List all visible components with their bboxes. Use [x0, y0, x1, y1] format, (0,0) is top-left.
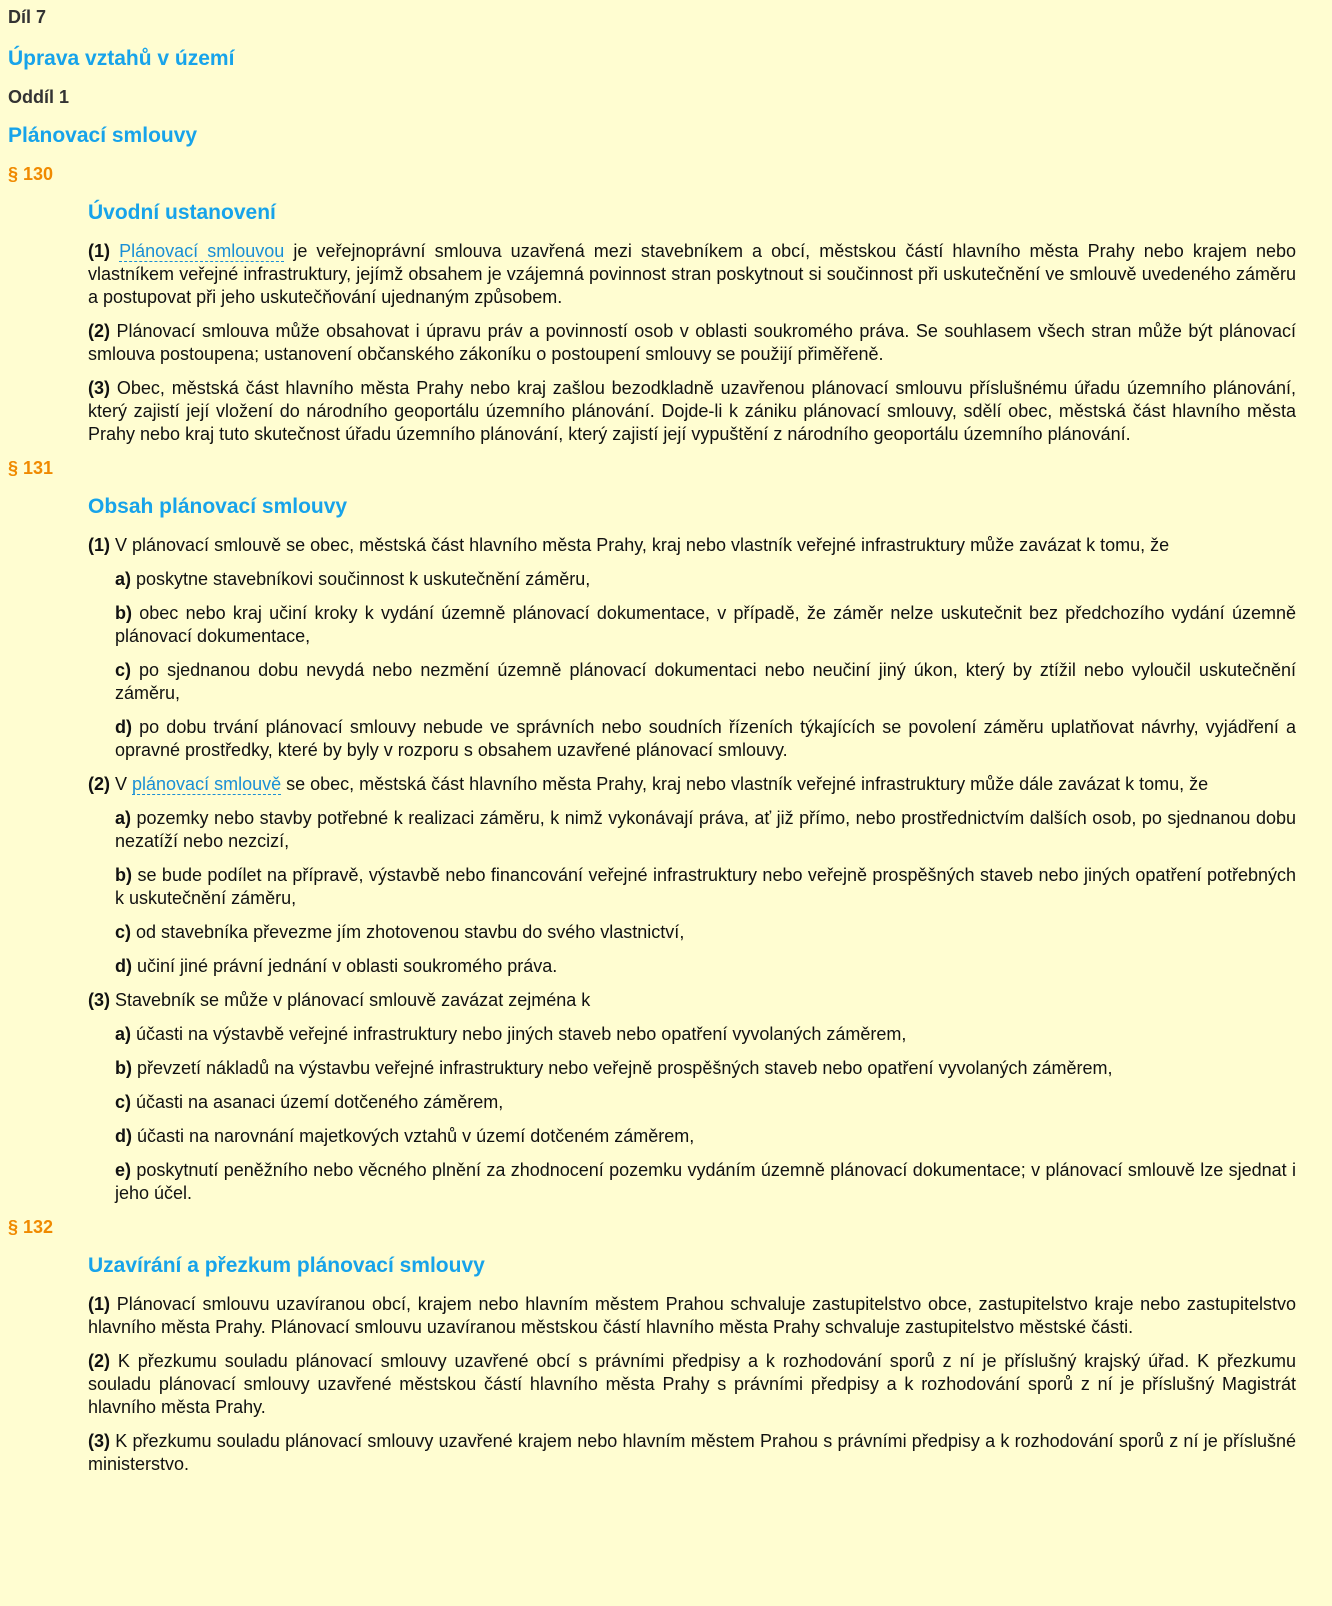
article-1-items [115, 568, 1296, 762]
article-text: se obec, městská část hlavního města Prahy, kraj nebo vlastník veřejné infrastruktury může dále zavázat k tomu, že [281, 774, 1209, 794]
paragraph-title: Úvodní ustanovení [88, 201, 276, 224]
item-letter: a) [115, 569, 132, 589]
article-2 [88, 320, 1296, 366]
article-text: je veřejnoprávní smlouva uzavřená mezi stavebníkem a obcí, městskou částí hlavního města Prahy nebo krajem nebo vlastníkem veřejné infrastruktury, jejímž obsahem je vzájemná povinnost stran poskytnout si součinnost při uskutečnění ve smlouvě uvedeného záměru a postupovat při jeho uskutečňování ujednaným způsobem. [88, 241, 1296, 307]
item-text: účasti na výstavbě veřejné infrastruktury nebo jiných staveb nebo opatření vyvolaných záměrem, [131, 1024, 907, 1044]
item-letter: b) [115, 1058, 132, 1078]
list-item [115, 807, 1296, 853]
item-letter: d) [115, 956, 132, 976]
article-text: Obec, městská část hlavního města Prahy nebo kraj zašlou bezodkladně uzavřenou plánovací smlouvu příslušnému úřadu územního plánování, který zajistí její vložení do národního geoportálu územního plánování. Dojde-li k zániku plánovací smlouvy, sdělí obec, městská část hlavního města Prahy nebo kraj tuto skutečnost úřadu územního plánování, který zajistí její vypuštění z národního geoportálu územního plánování. [88, 378, 1296, 444]
item-text: pozemky nebo stavby potřebné k realizaci záměru, k nimž vykonávají práva, ať již přímo, nebo prostřednictvím dalších osob, po sjednanou dobu nezatíží nebo nezcizí, [115, 808, 1296, 851]
list-item [115, 1159, 1296, 1205]
item-text: poskytne stavebníkovi součinnost k uskutečnění záměru, [131, 569, 591, 589]
item-letter: c) [115, 660, 132, 680]
article-3 [88, 1430, 1296, 1476]
definition-link[interactable]: plánovací smlouvě [132, 774, 282, 794]
item-letter: a) [115, 808, 132, 828]
list-item [115, 659, 1296, 705]
paragraph-132 [88, 1253, 1296, 1476]
article-number: (1) [88, 1294, 110, 1314]
list-item [115, 1057, 1296, 1080]
article-3 [88, 989, 1296, 1012]
part-title: Úprava vztahů v území [8, 47, 235, 70]
article-number: (3) [88, 990, 110, 1010]
article-text: V plánovací smlouvě se obec, městská část hlavního města Prahy, kraj nebo vlastník veřejné infrastruktury může zavázat k tomu, že [110, 535, 1170, 555]
item-text: obec nebo kraj učiní kroky k vydání územně plánovací dokumentace, v případě, že záměr nelze uskutečnit bez předchozího vydání územně plánovací dokumentace, [115, 603, 1296, 646]
item-letter: a) [115, 1024, 132, 1044]
item-text: od stavebníka převezme jím zhotovenou stavbu do svého vlastnictví, [131, 922, 685, 942]
paragraph-number-132: § 132 [8, 1217, 54, 1237]
list-item [115, 1125, 1296, 1148]
paragraph-131 [88, 494, 1296, 1205]
article-number: (3) [88, 1431, 110, 1451]
item-letter: c) [115, 922, 132, 942]
list-item [115, 921, 1296, 944]
article-text: Plánovací smlouva může obsahovat i úpravu práv a povinností osob v oblasti soukromého práva. Se souhlasem všech stran může být plánovací smlouva postoupena; ustanovení občanského zákoníku o postoupení smlouvy se použijí přiměřeně. [88, 321, 1296, 364]
item-letter: b) [115, 603, 132, 623]
item-letter: d) [115, 1126, 132, 1146]
article-number: (2) [88, 321, 110, 341]
item-text: po dobu trvání plánovací smlouvy nebude ve správních nebo soudních řízeních týkajících se povolení záměru uplatňovat návrhy, vyjádření a opravné prostředky, které by byly v rozporu s obsahem uzavřené plánovací smlouvy. [115, 717, 1296, 760]
item-text: poskytnutí peněžního nebo věcného plnění za zhodnocení pozemku vydáním územně plánovací dokumentace; v plánovací smlouvě lze sjednat i jeho účel. [115, 1160, 1296, 1203]
article-text: Plánovací smlouvu uzavíranou obcí, krajem nebo hlavním městem Prahou schvaluje zastupitelstvo obce, zastupitelstvo kraje nebo zastupitelstvo hlavního města Prahy. Plánovací smlouvu uzavíranou městskou částí hlavního města Prahy schvaluje zastupitelstvo městské části. [88, 1294, 1296, 1337]
article-number: (3) [88, 378, 110, 398]
section-title: Plánovací smlouvy [8, 124, 198, 147]
section-label: Oddíl 1 [8, 87, 70, 107]
item-text: převzetí nákladů na výstavbu veřejné infrastruktury nebo veřejně prospěšných staveb nebo opatření vyvolaných záměrem, [132, 1058, 1113, 1078]
paragraph-title: Obsah plánovací smlouvy [88, 495, 348, 518]
list-item [115, 716, 1296, 762]
article-2-items [115, 807, 1296, 978]
definition-link[interactable]: Plánovací smlouvou [119, 241, 285, 261]
paragraph-title: Uzavírání a přezkum plánovací smlouvy [88, 1254, 485, 1277]
article-3 [88, 377, 1296, 446]
article-number: (1) [88, 241, 110, 261]
item-letter: c) [115, 1092, 132, 1112]
list-item [115, 955, 1296, 978]
item-text: se bude podílet na přípravě, výstavbě nebo financování veřejné infrastruktury nebo veřejně prospěšných staveb nebo jiných opatření potřebných k uskutečnění záměru, [115, 865, 1296, 908]
list-item [115, 568, 1296, 591]
item-text: účasti na narovnání majetkových vztahů v území dotčeném záměrem, [132, 1126, 695, 1146]
item-text: po sjednanou dobu nevydá nebo nezmění územně plánovací dokumentaci nebo neučiní jiný úkon, který by ztížil nebo vyloučil uskutečnění záměru, [115, 660, 1296, 703]
list-item [115, 602, 1296, 648]
item-letter: d) [115, 717, 132, 737]
article-text: K přezkumu souladu plánovací smlouvy uzavřené obcí s právními předpisy a k rozhodování sporů z ní je příslušný krajský úřad. K přezkumu souladu plánovací smlouvy uzavřené městskou částí hlavního města Prahy s právními předpisy a k rozhodování sporů z ní je příslušný Magistrát hlavního města Prahy. [88, 1351, 1296, 1417]
item-text: účasti na asanaci území dotčeného záměrem, [131, 1092, 504, 1112]
article-1 [88, 240, 1296, 309]
item-text: učiní jiné právní jednání v oblasti soukromého práva. [132, 956, 558, 976]
article-3-items [115, 1023, 1296, 1205]
item-letter: b) [115, 865, 132, 885]
list-item [115, 1091, 1296, 1114]
article-1 [88, 534, 1296, 557]
article-text: V [110, 774, 133, 794]
paragraph-number-131: § 131 [8, 458, 54, 478]
article-2 [88, 773, 1296, 796]
article-2 [88, 1350, 1296, 1419]
list-item [115, 864, 1296, 910]
paragraph-number-130: § 130 [8, 164, 54, 184]
article-number: (2) [88, 1351, 110, 1371]
item-letter: e) [115, 1160, 132, 1180]
paragraph-130 [88, 200, 1296, 446]
part-label: Díl 7 [8, 7, 47, 27]
list-item [115, 1023, 1296, 1046]
article-number: (2) [88, 774, 110, 794]
article-text: Stavebník se může v plánovací smlouvě zavázat zejména k [110, 990, 591, 1010]
article-1 [88, 1293, 1296, 1339]
article-number: (1) [88, 535, 110, 555]
article-text: K přezkumu souladu plánovací smlouvy uzavřené krajem nebo hlavním městem Prahou s právními předpisy a k rozhodování sporů z ní je příslušné ministerstvo. [88, 1431, 1296, 1474]
